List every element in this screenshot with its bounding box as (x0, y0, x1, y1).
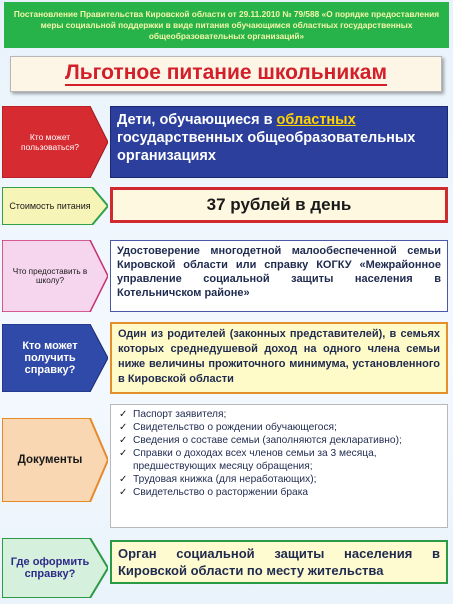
label-text: Кто может пользоваться? (21, 132, 79, 152)
where-to-get-box (110, 540, 448, 584)
page-title-text: Льготное питание школьникам (64, 61, 387, 84)
where-to-get-text: Орган социальной защиты населения в Кировской области по месту жительства (118, 546, 440, 578)
who-gets-certificate-box (110, 322, 448, 394)
checkmark-icon: ✓ (119, 435, 128, 446)
checkmark-icon: ✓ (119, 474, 128, 485)
who-can-use-text-end: государственных общеобразовательных организациях (117, 130, 416, 164)
list-item (119, 447, 441, 473)
header-text: Постановление Правительства Кировской области от 29.11.2010 № 79/588 «О порядке предоставления меры социальной поддержки в виде питания обучающимся областных государственных общеобразовательных организаций» (13, 8, 440, 41)
checkmark-icon: ✓ (119, 422, 128, 433)
what-to-provide-box (110, 240, 448, 312)
who-can-use-box (110, 106, 448, 178)
list-item-text: Свидетельство о расторжении брака (133, 487, 309, 498)
label-text: Что предоставить в школу? (12, 267, 88, 285)
label-who-gets-certificate (2, 324, 108, 392)
label-text: Стоимость питания (9, 201, 91, 211)
list-item-text: Сведения о составе семьи (заполняются декларативно); (133, 435, 402, 446)
list-item-text: Трудовая книжка (для неработающих); (133, 474, 317, 485)
label-text: Кто может получить справку? (22, 340, 78, 376)
label-where-to-get (2, 538, 108, 598)
list-item-text: Справки о доходах всех членов семьи за 3 месяца, предшествующих месяцу обращения; (133, 448, 377, 472)
label-what-to-provide (2, 240, 108, 312)
checkmark-icon: ✓ (119, 487, 128, 498)
documents-list (119, 408, 441, 499)
list-item-text: Свидетельство о рождении обучающегося; (133, 422, 337, 433)
list-item (119, 421, 441, 434)
label-text: Где оформить справку? (10, 556, 90, 580)
who-gets-certificate-text: Один из родителей (законных представителей), в семьях которых среднедушевой доход на одного члена семьи ниже величины прожиточного минимума, установленного в Кировской области (118, 328, 440, 385)
what-to-provide-text: Удостоверение многодетной малообеспеченной семьи Кировской области или справку КОГКУ «Межрайонное управление социальной защиты населения в Котельничском районе» (117, 245, 441, 299)
list-item (119, 434, 441, 447)
label-documents (2, 418, 108, 502)
documents-box (110, 404, 448, 528)
list-item-text: Паспорт заявителя; (133, 409, 227, 420)
who-can-use-text-start: Дети, обучающиеся в (117, 112, 277, 128)
list-item (119, 408, 441, 421)
label-who-can-use (2, 106, 108, 178)
cost-text: 37 рублей в день (206, 195, 352, 214)
page-title (10, 56, 442, 92)
label-text: Документы (17, 454, 83, 466)
checkmark-icon: ✓ (119, 448, 128, 459)
who-can-use-highlight: областных (276, 112, 356, 128)
cost-box (110, 187, 448, 223)
list-item (119, 473, 441, 486)
list-item (119, 486, 441, 499)
header-banner (4, 2, 449, 48)
checkmark-icon: ✓ (119, 409, 128, 420)
label-cost (2, 187, 108, 225)
